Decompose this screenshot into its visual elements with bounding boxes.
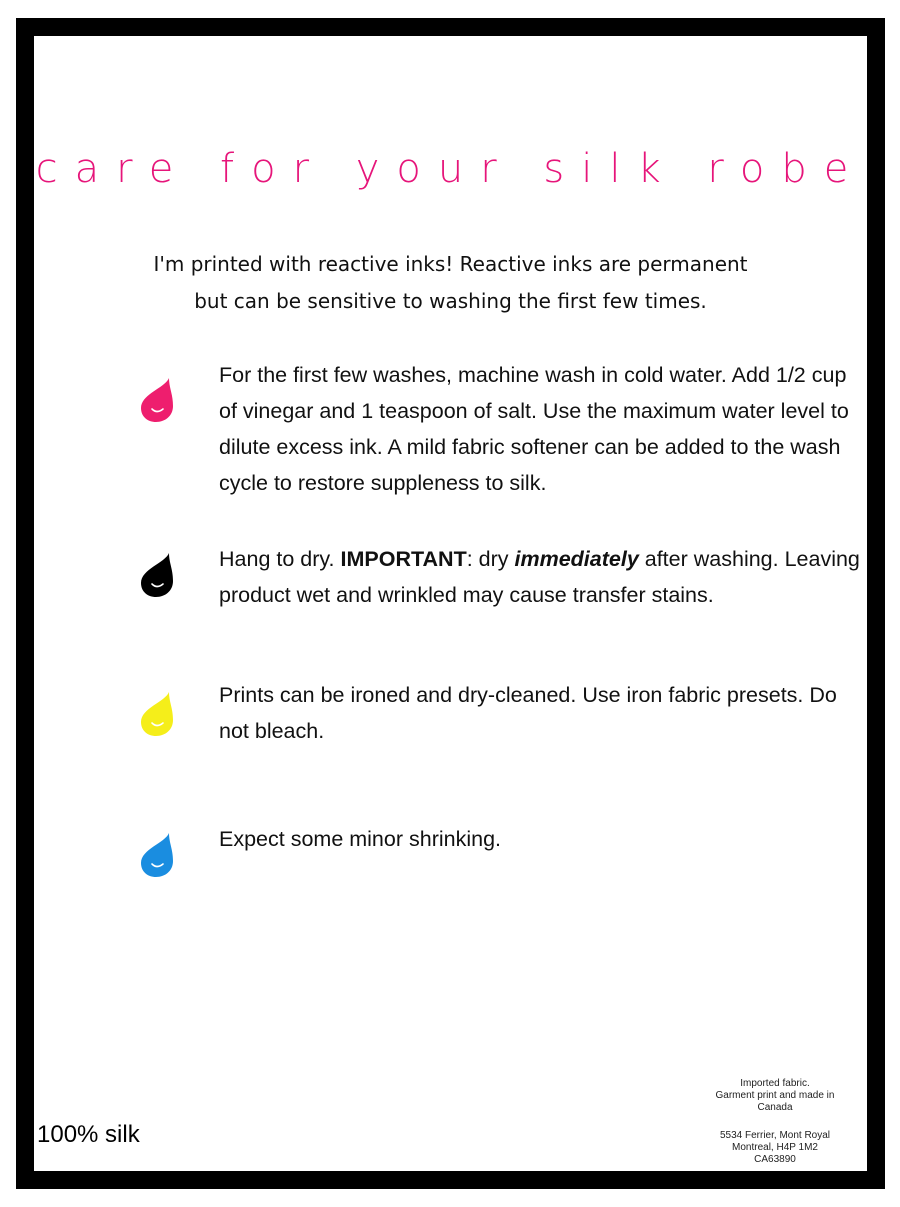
dry-text-post: after washing. Leaving product wet and wrinkled may cause transfer stains. [219, 547, 860, 607]
intro-line-1: I'm printed with reactive inks! Reactive inks are permanent [153, 252, 748, 276]
address-line-3: CA63890 [754, 1154, 796, 1165]
origin-line-2: Garment print and made in [715, 1090, 835, 1101]
black-drop-icon [139, 551, 175, 599]
magenta-drop-icon [139, 376, 175, 424]
dry-text-important: IMPORTANT [340, 547, 467, 571]
intro-text [104, 246, 797, 320]
care-item-dry-text [219, 541, 869, 613]
yellow-drop-icon [139, 690, 175, 738]
label-title: care for your silk robe [35, 146, 866, 192]
fabric-composition: 100% silk [37, 1121, 140, 1148]
blue-drop-icon [139, 831, 175, 879]
care-item-wash-text: For the first few washes, machine wash in cold water. Add 1/2 cup of vinegar and 1 teaspoon of salt. Use the maximum water level to dilute excess ink. A mild fabric softener can be added to the wash cycle to restore suppleness to silk. [219, 363, 849, 495]
dry-text-pre: Hang to dry. [219, 547, 341, 571]
origin-info [695, 1078, 855, 1114]
origin-line-3: Canada [757, 1102, 793, 1113]
intro-line-2: but can be sensitive to washing the first few times. [194, 289, 707, 313]
address-line-1: 5534 Ferrier, Mont Royal [719, 1130, 831, 1141]
label-frame [16, 18, 885, 1189]
care-item-iron-text: Prints can be ironed and dry-cleaned. Use iron fabric presets. Do not bleach. [219, 683, 837, 743]
dry-text-immediately: immediately [514, 547, 639, 571]
dry-text-mid: : dry [466, 547, 515, 571]
care-item-shrink-text: Expect some minor shrinking. [219, 827, 501, 851]
address-info [695, 1130, 855, 1166]
address-line-2: Montreal, H4P 1M2 [732, 1142, 818, 1153]
origin-line-1: Imported fabric. [740, 1078, 810, 1089]
